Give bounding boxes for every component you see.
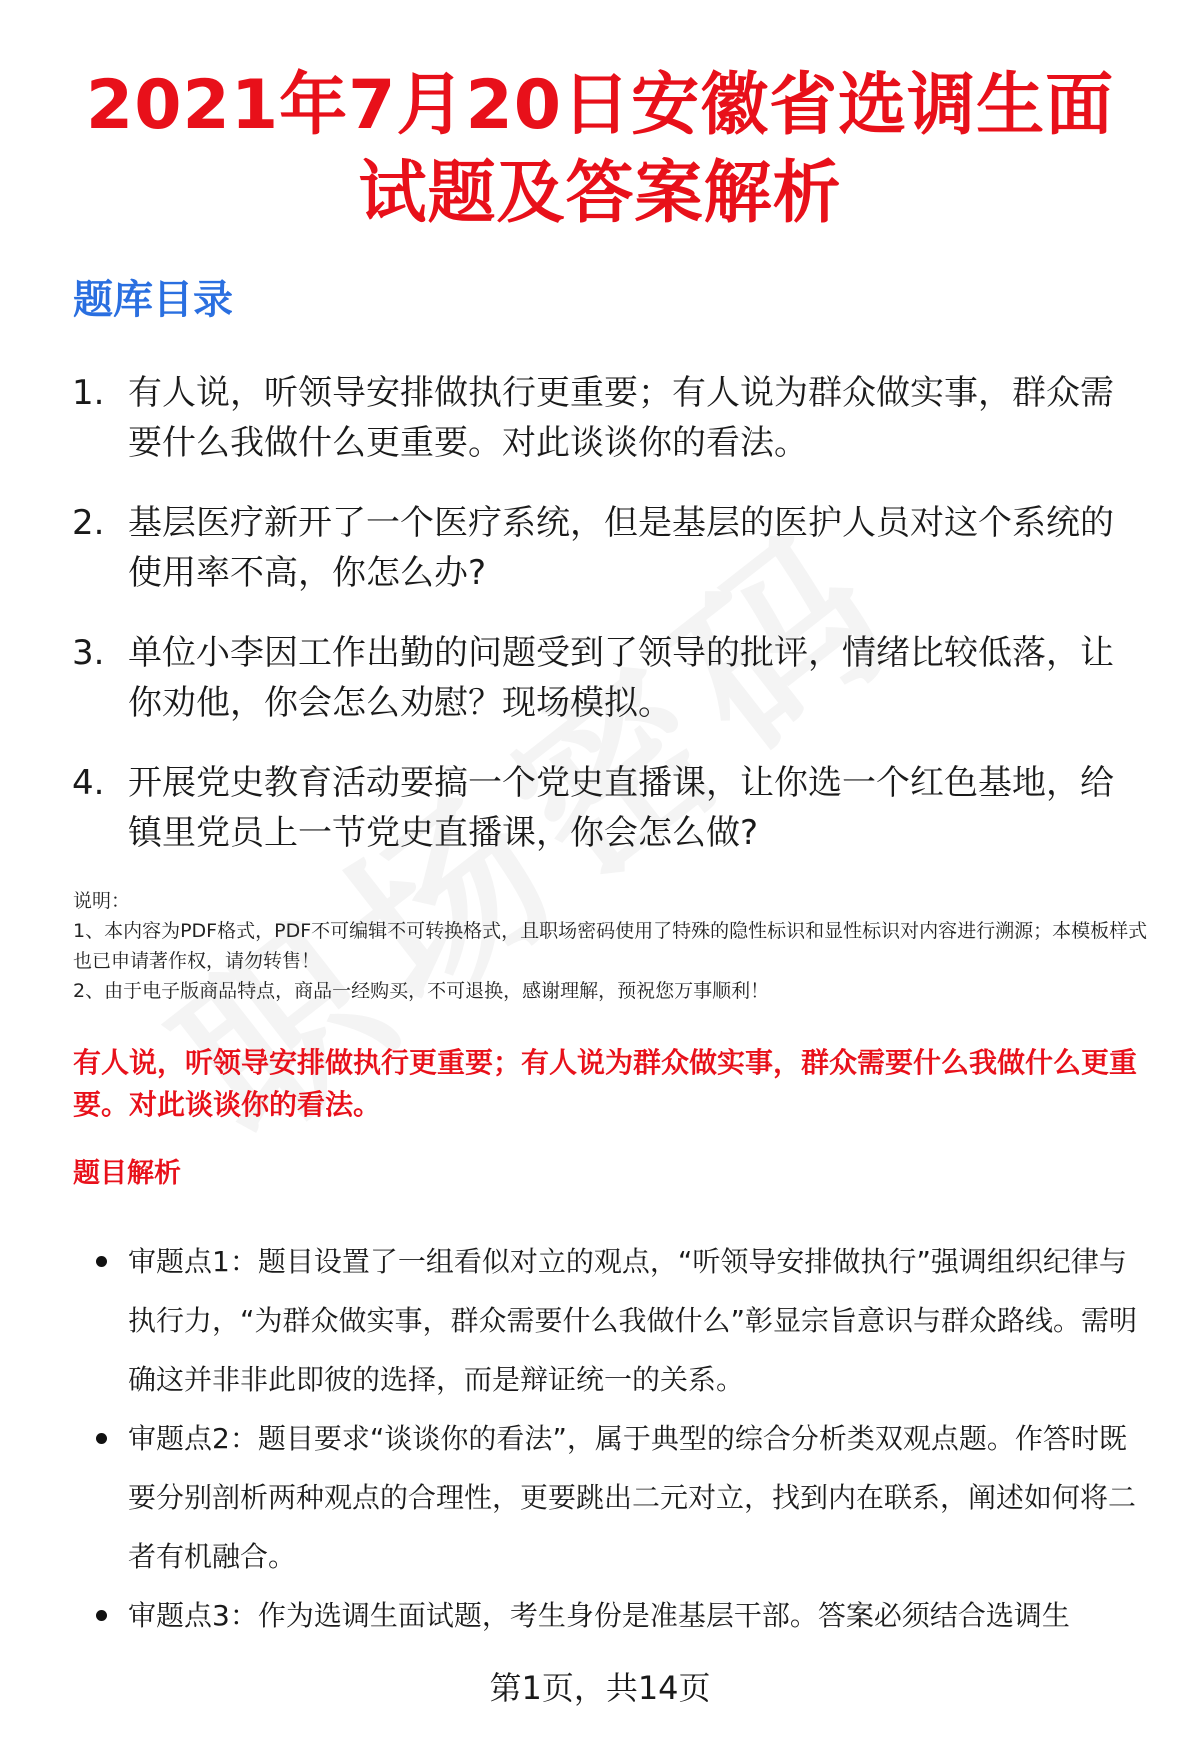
notes-item-2: 2、由于电子版商品特点，商品一经购买，不可退换，感谢理解，预祝您万事顺利！ — [73, 980, 770, 1002]
toc-heading: 题库目录 — [73, 277, 233, 323]
bullet-icon — [96, 1610, 107, 1621]
analysis-item — [96, 1232, 1146, 1409]
toc-item-number: 3. — [72, 633, 105, 673]
toc-item-text: 有人说，听领导安排做执行更重要；有人说为群众做实事，群众需要什么我做什么更重要。对此谈谈你的看法。 — [128, 373, 1114, 463]
bullet-icon — [96, 1433, 107, 1444]
question-title: 有人说，听领导安排做执行更重要；有人说为群众做实事，群众需要什么我做什么更重要。对此谈谈你的看法。 — [73, 1046, 1138, 1121]
bullet-icon — [96, 1256, 107, 1267]
toc-list — [72, 368, 1132, 888]
toc-item-number: 1. — [72, 373, 105, 413]
analysis-heading: 题目解析 — [73, 1158, 181, 1189]
analysis-list — [96, 1232, 1146, 1645]
document-title: 2021年7月20日安徽省选调生面试题及答案解析 — [85, 66, 1115, 233]
toc-item-number: 2. — [72, 503, 105, 543]
page-footer: 第1页，共14页 — [489, 1669, 711, 1707]
toc-item-text: 基层医疗新开了一个医疗系统，但是基层的医护人员对这个系统的使用率不高，你怎么办? — [128, 503, 1114, 593]
toc-item[interactable] — [72, 498, 1132, 598]
analysis-item-text: 审题点2：题目要求“谈谈你的看法”，属于典型的综合分析类双观点题。作答时既要分别剖析两种观点的合理性，更要跳出二元对立，找到内在联系，阐述如何将二者有机融合。 — [128, 1422, 1137, 1573]
notes-item-1: 1、本内容为PDF格式，PDF不可编辑不可转换格式，且职场密码使用了特殊的隐性标识和显性标识对内容进行溯源；本模板样式也已申请著作权，请勿转售！ — [73, 920, 1148, 972]
notes-label: 说明： — [73, 890, 131, 912]
toc-item-text: 开展党史教育活动要搞一个党史直播课，让你选一个红色基地，给镇里党员上一节党史直播课，你会怎么做? — [128, 763, 1114, 853]
toc-item-number: 4. — [72, 763, 105, 803]
toc-item-text: 单位小李因工作出勤的问题受到了领导的批评，情绪比较低落，让你劝他，你会怎么劝慰？现场模拟。 — [128, 633, 1114, 723]
analysis-item — [96, 1586, 1146, 1645]
toc-item[interactable] — [72, 758, 1132, 858]
analysis-item — [96, 1409, 1146, 1586]
toc-item[interactable] — [72, 628, 1132, 728]
toc-item[interactable] — [72, 368, 1132, 468]
analysis-item-text: 审题点1：题目设置了一组看似对立的观点，“听领导安排做执行”强调组织纪律与执行力，“为群众做实事，群众需要什么我做什么”彰显宗旨意识与群众路线。需明确这并非非此即彼的选择，而是辩证统一的关系。 — [128, 1245, 1138, 1396]
notes-block — [73, 886, 1153, 1006]
analysis-item-text: 审题点3：作为选调生面试题，考生身份是准基层干部。答案必须结合选调生 — [128, 1599, 1070, 1632]
